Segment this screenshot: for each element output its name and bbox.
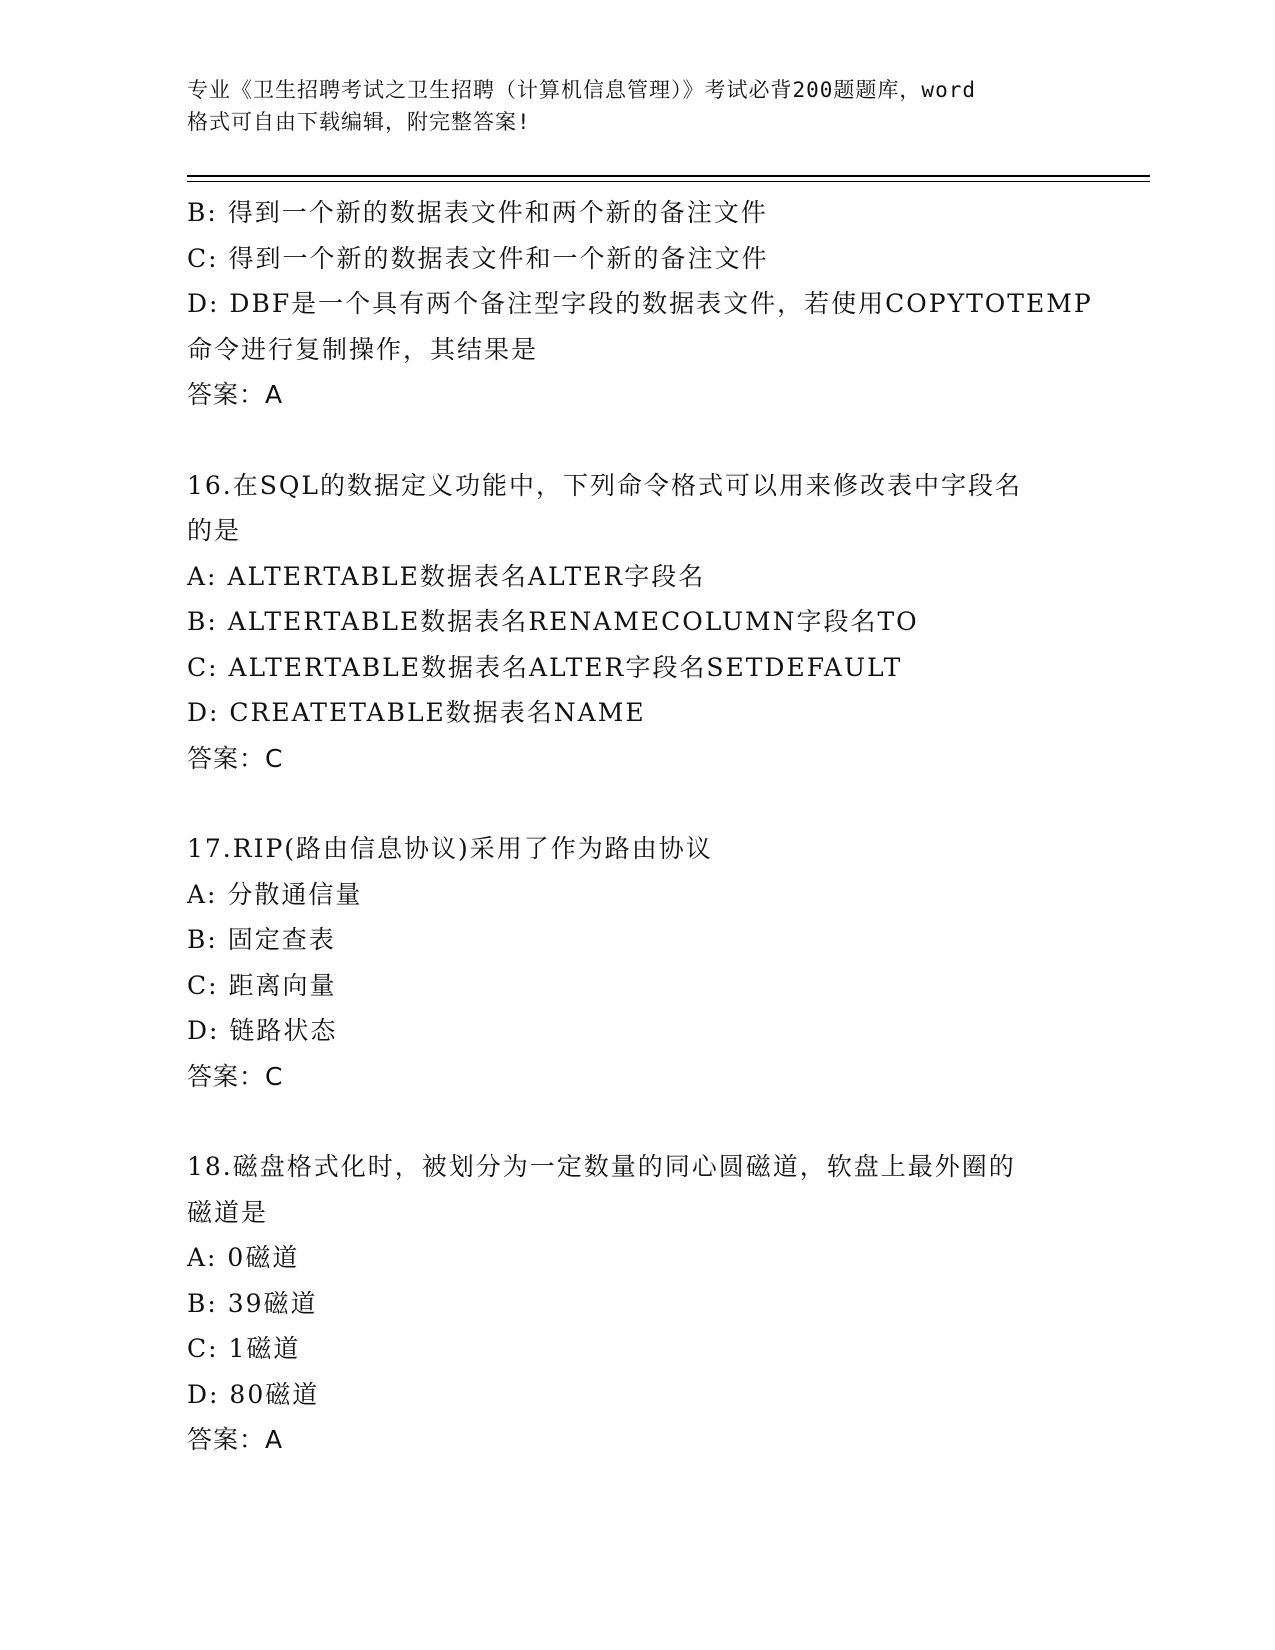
option-a: A: 0磁道 <box>187 1243 300 1272</box>
option-b: B: 39磁道 <box>187 1288 318 1318</box>
option-c: C: ALTERTABLE数据表名ALTER字段名SETDEFAULT <box>187 652 903 682</box>
header-divider <box>187 175 1150 177</box>
answer: 答案：C <box>187 743 284 773</box>
option-b: B: ALTERTABLE数据表名RENAMECOLUMN字段名TO <box>187 607 919 636</box>
header-divider-thin <box>187 181 1150 182</box>
option-b: B: 得到一个新的数据表文件和两个新的备注文件 <box>187 198 768 227</box>
question-block <box>187 463 1087 782</box>
option-b: B: 固定查表 <box>187 925 336 954</box>
question-block <box>187 826 1087 1099</box>
document-header <box>187 74 1087 138</box>
option-c: C: 1磁道 <box>187 1334 301 1363</box>
option-d: D: 80磁道 <box>187 1379 320 1409</box>
option-a: A: ALTERTABLE数据表名ALTER字段名 <box>187 561 706 591</box>
question-stem-continued: 的是 <box>187 516 242 545</box>
answer: 答案：A <box>187 380 284 409</box>
option-d: D: CREATETABLE数据表名NAME <box>187 698 646 727</box>
option-d: D: DBF是一个具有两个备注型字段的数据表文件，若使用COPYTOTEMP <box>187 289 1093 318</box>
document-body <box>187 190 1093 1463</box>
answer: 答案：A <box>187 1425 284 1454</box>
question-stem: 18.磁盘格式化时，被划分为一定数量的同心圆磁道，软盘上最外圈的 <box>187 1152 1016 1181</box>
question-stem: 16.在SQL的数据定义功能中，下列命令格式可以用来修改表中字段名 <box>187 470 1022 500</box>
option-c: C: 得到一个新的数据表文件和一个新的备注文件 <box>187 243 769 273</box>
option-a: A: 分散通信量 <box>187 879 363 909</box>
question-block <box>187 190 1093 418</box>
question-stem: 17.RIP(路由信息协议)采用了作为路由协议 <box>187 834 713 863</box>
question-block <box>187 1144 1087 1463</box>
option-d: D: 链路状态 <box>187 1016 338 1045</box>
header-line: 专业《卫生招聘考试之卫生招聘（计算机信息管理）》考试必背200题题库，word <box>187 78 976 102</box>
option-d-continued: 命令进行复制操作，其结果是 <box>187 334 539 364</box>
answer: 答案：C <box>187 1061 284 1091</box>
header-line: 格式可自由下载编辑，附完整答案! <box>187 110 531 134</box>
question-stem-continued: 磁道是 <box>187 1197 269 1227</box>
option-c: C: 距离向量 <box>187 970 337 1000</box>
